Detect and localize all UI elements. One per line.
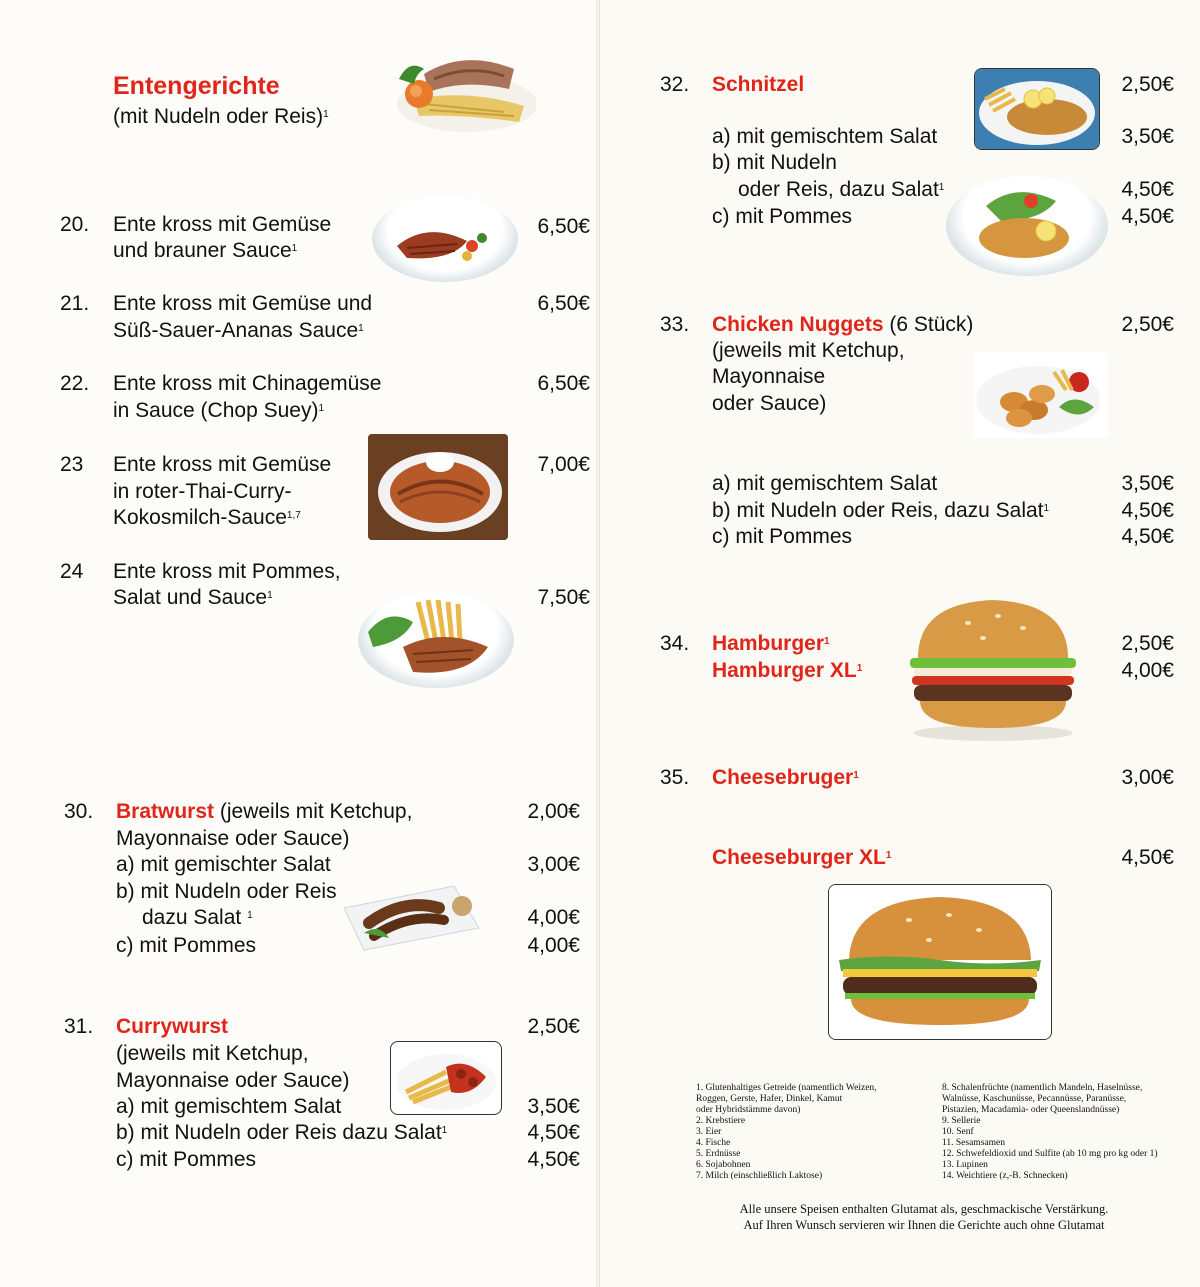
item-21-number: 21. (60, 292, 90, 315)
item-31-option-a: a) mit gemischtem Salat (116, 1095, 342, 1118)
item-23-line1: Ente kross mit Gemüse (113, 453, 332, 476)
item-33-option-c-price: 4,50€ (1121, 525, 1174, 548)
item-22-number: 22. (60, 372, 90, 395)
item-31-option-a-price: 3,50€ (527, 1095, 580, 1118)
item-30-option-c-price: 4,00€ (527, 934, 580, 957)
item-24-price: 7,50€ (537, 586, 590, 609)
item-33-desc2: Mayonnaise (712, 365, 826, 388)
item-35-xl-title: Cheeseburger $XL^1$ (712, 846, 892, 869)
nuggets-photo (974, 352, 1108, 438)
item-33-title: Chicken Nuggets (6 Stück) (712, 313, 974, 336)
item-32-option-b-price: 4,50€ (1121, 178, 1174, 201)
item-30-option-b2: dazu Salat $^1$ (142, 906, 253, 929)
item-33-option-a: a) mit gemischtem Salat (712, 472, 938, 495)
item-21-price: 6,50€ (537, 292, 590, 315)
item-21-line2: Süß-Sauer-Ananas Sauce$^1$ (113, 319, 364, 342)
item-23-line3: Kokosmilch-Sauce$^{1,7}$ (113, 506, 301, 529)
item-30-desc: Mayonnaise oder Sauce) (116, 827, 350, 850)
item-22-price: 6,50€ (537, 372, 590, 395)
section-title: Entengerichte (113, 72, 280, 100)
item-24-line2: Salat und Sauce$^1$ (113, 586, 273, 609)
item-35-price: 3,00€ (1121, 766, 1174, 789)
item-35-xl-price: 4,50€ (1121, 846, 1174, 869)
allergen-list-left: 1. Glutenhaltiges Getreide (namentlich Weizen, Roggen, Gerste, Hafer, Dinkel, Kamut oder Hybridstämme davon) 2. Krebstiere 3. Eier 4. Fische 5. Erdnüsse 6. Sojabohnen 7. Milch (einschließlich Laktose) (696, 1083, 877, 1181)
item-31-option-b-price: 4,50€ (527, 1121, 580, 1144)
duck-plate-20-photo (372, 196, 518, 282)
schnitzel-salad-photo (946, 176, 1108, 276)
hamburger-photo (898, 588, 1088, 744)
item-20-price: 6,50€ (537, 215, 590, 238)
item-34-price: 2,50€ (1121, 632, 1174, 655)
item-35-title: Cheesebruger$^1$ (712, 766, 859, 789)
item-32-price: 2,50€ (1121, 73, 1174, 96)
item-30-option-b: b) mit Nudeln oder Reis (116, 880, 337, 903)
item-23-price: 7,00€ (537, 453, 590, 476)
item-33-number: 33. (660, 313, 690, 336)
item-31-desc2: Mayonnaise oder Sauce) (116, 1069, 350, 1092)
item-30-number: 30. (64, 800, 94, 823)
item-35-number: 35. (660, 766, 690, 789)
schnitzel-photo (974, 68, 1100, 150)
item-33-option-a-price: 3,50€ (1121, 472, 1174, 495)
item-34-number: 34. (660, 632, 690, 655)
duck-dish-photo (394, 44, 540, 136)
item-32-title: Schnitzel (712, 73, 805, 96)
item-34-title: Hamburger$^1$ (712, 632, 830, 655)
page-fold (596, 0, 600, 1287)
item-33-option-b-price: 4,50€ (1121, 499, 1174, 522)
item-31-desc: (jeweils mit Ketchup, (116, 1042, 309, 1065)
item-31-option-c: c) mit Pommes (116, 1148, 257, 1171)
item-32-option-a-price: 3,50€ (1121, 125, 1174, 148)
section-subtitle: (mit Nudeln oder Reis)$^1$ (113, 105, 329, 128)
item-24-line1: Ente kross mit Pommes, (113, 560, 341, 583)
item-30-title: Bratwurst (jeweils mit Ketchup, (116, 800, 413, 823)
item-32-option-b: b) mit Nudeln (712, 151, 837, 174)
item-32-option-c: c) mit Pommes (712, 205, 853, 228)
item-31-option-b: b) mit Nudeln oder Reis dazu Salat$^1$ (116, 1121, 448, 1144)
item-31-option-c-price: 4,50€ (527, 1148, 580, 1171)
item-32-number: 32. (660, 73, 690, 96)
item-21-line1: Ente kross mit Gemüse und (113, 292, 373, 315)
item-32-option-b2: oder Reis, dazu Salat$^1$ (738, 178, 945, 201)
item-20-line1: Ente kross mit Gemüse (113, 213, 332, 236)
item-30-option-c: c) mit Pommes (116, 934, 257, 957)
item-31-price: 2,50€ (527, 1015, 580, 1038)
currywurst-photo (390, 1041, 502, 1115)
item-33-option-b: b) mit Nudeln oder Reis, dazu Salat$^1$ (712, 499, 1050, 522)
item-23-line2: in roter-Thai-Curry- (113, 480, 292, 503)
item-33-price: 2,50€ (1121, 313, 1174, 336)
item-24-number: 24 (60, 560, 84, 583)
glutamat-note-2: Auf Ihren Wunsch servieren wir Ihnen die Gerichte auch ohne Glutamat (743, 1218, 1105, 1232)
item-22-line2: in Sauce (Chop Suey)$^1$ (113, 399, 325, 422)
item-32-option-a: a) mit gemischtem Salat (712, 125, 938, 148)
glutamat-note-1: Alle unsere Speisen enthalten Glutamat als, geschmackische Verstärkung. (739, 1202, 1109, 1216)
item-33-desc: (jeweils mit Ketchup, (712, 339, 905, 362)
item-31-number: 31. (64, 1015, 94, 1038)
item-22-line1: Ente kross mit Chinagemüse (113, 372, 382, 395)
item-20-line2: und brauner Sauce$^1$ (113, 239, 298, 262)
item-33-desc3: oder Sauce) (712, 392, 827, 415)
cheeseburger-photo (828, 884, 1052, 1040)
duck-curry-photo (368, 434, 508, 540)
item-34-xl-title: Hamburger $XL^1$ (712, 659, 863, 682)
item-30-price: 2,00€ (527, 800, 580, 823)
item-23-number: 23 (60, 453, 84, 476)
item-30-option-a: a) mit gemischter Salat (116, 853, 331, 876)
allergen-list-right: 8. Schalenfrüchte (namentlich Mandeln, Haselnüsse, Walnüsse, Kaschunüsse, Pecannüsse, Paranüsse, Pistazien, Macadamia- oder Queenslandnüsse) 9. Sellerie 10. Senf 11. Sesamsamen 12. Schwefeldioxid und Sulfite (ab 10 mg pro kg oder 1) 13. Lupinen 14. Weichtiere (z,-B. Schnecken) (942, 1083, 1158, 1181)
item-33-option-c: c) mit Pommes (712, 525, 853, 548)
item-34-xl-price: 4,00€ (1121, 659, 1174, 682)
item-31-title: Currywurst (116, 1015, 229, 1038)
item-20-number: 20. (60, 213, 90, 236)
item-30-option-a-price: 3,00€ (527, 853, 580, 876)
item-30-option-b-price: 4,00€ (527, 906, 580, 929)
item-32-option-c-price: 4,50€ (1121, 205, 1174, 228)
bratwurst-photo (334, 878, 484, 954)
duck-fries-photo (358, 592, 514, 688)
